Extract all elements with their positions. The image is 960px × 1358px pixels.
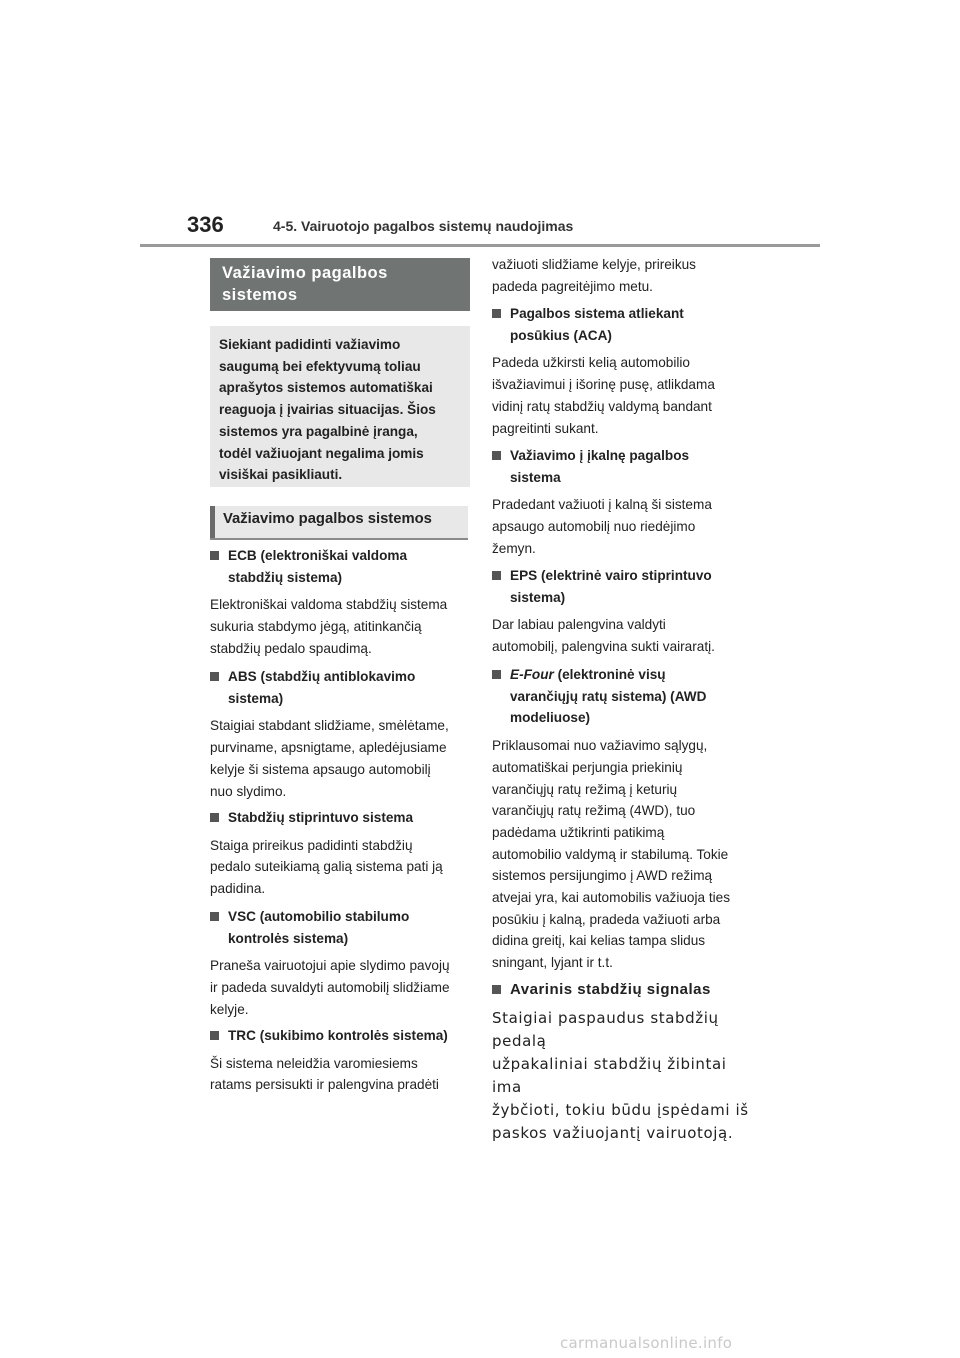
body-line: padidina.: [210, 881, 266, 897]
body-line: Ši sistema neleidžia varomiesiems: [210, 1055, 418, 1071]
body-line: Padeda užkirsti kelią automobilio: [492, 355, 690, 371]
eps-item: [492, 565, 754, 658]
body-line: stabdžių pedalo spaudimą.: [210, 640, 372, 656]
hill-assist-item: [492, 445, 754, 560]
vsc-item: [210, 906, 472, 1021]
intro-line: aprašytos sistemos automatiškai: [219, 380, 433, 396]
body-line: važiuoti slidžiame kelyje, prireikus: [492, 257, 696, 272]
body-line: Pradedant važiuoti į kalną ši sistema: [492, 497, 712, 513]
trc-continued: [492, 254, 754, 297]
intro-line: saugumą bei efektyvumą toliau: [219, 358, 421, 374]
item-heading: [492, 303, 754, 346]
body-line: padėdama užtikrinti patikimą: [492, 824, 665, 840]
item-heading: [492, 565, 754, 608]
body-line: varančiųjų ratų režimą (4WD), tuo: [492, 803, 696, 819]
body-line: išvažiavimui į išorinę pusę, atlikdama: [492, 377, 715, 393]
trc-item: [210, 1025, 472, 1096]
efour-item: [492, 664, 754, 974]
body-line: vidinį ratų stabdžių valdymą bandant: [492, 398, 712, 414]
bullet-square-icon: [210, 1031, 219, 1040]
body-line: Staigiai paspaudus stabdžių pedalą: [492, 1008, 719, 1050]
hazard-item: [492, 979, 754, 1145]
item-heading: [492, 445, 754, 488]
ecb-item: [210, 545, 472, 660]
item-body: [492, 735, 754, 974]
body-line: užpakaliniai stabdžių žibintai ima: [492, 1054, 727, 1096]
heading-line: sistema: [510, 469, 561, 485]
bullet-square-icon: [210, 551, 219, 560]
body-line: sukuria stabdymo jėgą, atitinkančią: [210, 619, 422, 635]
intro-box: [210, 326, 470, 487]
body-line: žemyn.: [492, 540, 536, 556]
heading-line: Pagalbos sistema atliekant: [510, 306, 684, 321]
body-line: ratams persisukti ir palengvina pradėti: [210, 1077, 439, 1093]
body-line: automobilį, palengvina sukti vairaratį.: [492, 639, 715, 655]
main-title-line: sistemos: [222, 286, 298, 304]
brake-assist-item: [210, 807, 472, 900]
item-heading: [492, 979, 754, 1001]
body-line: Staiga prireikus padidinti stabdžių: [210, 837, 413, 853]
body-line: kelyje.: [210, 1001, 249, 1017]
body-line: paskos važiuojantį vairuotoją.: [492, 1123, 734, 1142]
item-body: [210, 594, 472, 659]
body-line: varančiųjų ratų režimą į keturių: [492, 781, 678, 797]
bullet-square-icon: [492, 985, 501, 994]
heading-line: [510, 664, 754, 686]
body-line: nuo slydimo.: [210, 783, 287, 799]
heading-line: TRC (sukibimo kontrolės sistema): [228, 1028, 448, 1043]
body-line: Priklausomai nuo važiavimo sąlygų,: [492, 738, 708, 754]
page-number: 336: [187, 212, 224, 237]
item-body: [492, 494, 754, 559]
body-line: pedalo suteikiamą galią sistema pati ją: [210, 859, 443, 875]
heading-line: Stabdžių stiprintuvo sistema: [228, 810, 414, 825]
abs-item: [210, 666, 472, 802]
heading-line: stabdžių sistema): [228, 569, 343, 585]
heading-line: EPS (elektrinė vairo stiprintuvo: [510, 568, 712, 583]
heading-line: ECB (elektroniškai valdoma: [228, 548, 408, 563]
header-rule: [140, 244, 820, 247]
bullet-square-icon: [492, 451, 501, 460]
body-line: sningant, lyjant ir t.t.: [492, 955, 613, 971]
item-body: [210, 715, 472, 802]
bullet-square-icon: [492, 309, 501, 318]
section-rule: [210, 538, 468, 540]
page-header: [140, 212, 820, 248]
body-line: automobilio valdymą ir stabilumą. Tokie: [492, 846, 729, 862]
footer-watermark[interactable]: carmanualsonline.info: [560, 1334, 733, 1352]
heading-line: Avarinis stabdžių signalas: [510, 981, 711, 998]
main-title: [210, 258, 470, 311]
bullet-square-icon: [210, 672, 219, 681]
efour-italic-label: E-Four: [510, 667, 554, 682]
body-line: ir padeda suvaldyti automobilį slidžiame: [210, 980, 450, 996]
item-body: [210, 835, 472, 900]
bullet-square-icon: [492, 571, 501, 580]
body-line: didina greitį, kai kelias tampa slidus: [492, 933, 706, 949]
chapter-title: 4-5. Vairuotojo pagalbos sistemų naudojimas: [273, 218, 574, 234]
body-line: žybčioti, tokiu būdu įspėdami iš: [492, 1100, 749, 1119]
bullet-square-icon: [492, 670, 501, 679]
body-line: apsaugo automobilį nuo riedėjimo: [492, 519, 696, 535]
heading-rest: (elektroninė visų: [553, 667, 666, 682]
heading-line: posūkius (ACA): [510, 327, 612, 343]
intro-line: visiškai pasikliauti.: [219, 467, 343, 483]
item-body: [492, 614, 754, 657]
item-heading: [492, 664, 754, 729]
intro-line: sistemos yra pagalbinė įranga,: [219, 423, 418, 439]
item-body: [210, 955, 472, 1020]
intro-line: todėl važiuojant negalima jomis: [219, 445, 424, 461]
item-heading: [210, 1025, 472, 1047]
body-line: kelyje ši sistema apsaugo automobilį: [210, 761, 431, 777]
heading-line: sistema): [228, 690, 284, 706]
item-heading: [210, 666, 472, 709]
body-line: pagreitinti sukant.: [492, 420, 599, 436]
main-title-line: Važiavimo pagalbos: [222, 264, 388, 282]
body-line: sistemos persijungimo į AWD režimą: [492, 868, 713, 884]
heading-line: kontrolės sistema): [228, 930, 349, 946]
bullet-square-icon: [210, 912, 219, 921]
item-body: [210, 1053, 472, 1096]
item-heading: [210, 545, 472, 588]
bullet-square-icon: [210, 813, 219, 822]
heading-line: Važiavimo į įkalnę pagalbos: [510, 448, 690, 463]
intro-line: Siekiant padidinti važiavimo: [219, 337, 401, 352]
item-body: [492, 352, 754, 439]
heading-line: VSC (automobilio stabilumo: [228, 909, 410, 924]
body-line: padeda pagreitėjimo metu.: [492, 278, 653, 294]
body-line: purviname, apsnigtame, apledėjusiame: [210, 740, 447, 756]
body-line: Elektroniškai valdoma stabdžių sistema: [210, 597, 448, 613]
body-line: automatiškai perjungia priekinių: [492, 759, 683, 775]
heading-line: modeliuose): [510, 710, 591, 726]
item-heading: [210, 807, 472, 829]
heading-line: ABS (stabdžių antiblokavimo: [228, 669, 416, 684]
body-line: Dar labiau palengvina valdyti: [492, 617, 666, 633]
aca-item: [492, 303, 754, 439]
item-body: [492, 1007, 754, 1145]
body-line: Staigiai stabdant slidžiame, smėlėtame,: [210, 718, 449, 734]
intro-line: reaguoja į įvairias situacijas. Šios: [219, 402, 436, 418]
body-line: posūkiu į kalną, pradeda važiuoti arba: [492, 911, 721, 927]
body-line: Praneša vairuotojui apie slydimo pavojų: [210, 958, 450, 974]
heading-line: sistema): [510, 589, 566, 605]
body-line: atvejai yra, kai automobilis važiuoja ties: [492, 890, 731, 906]
heading-line: varančiųjų ratų sistema) (AWD: [510, 688, 707, 704]
item-heading: [210, 906, 472, 949]
section-heading: Važiavimo pagalbos sistemos: [210, 506, 468, 538]
